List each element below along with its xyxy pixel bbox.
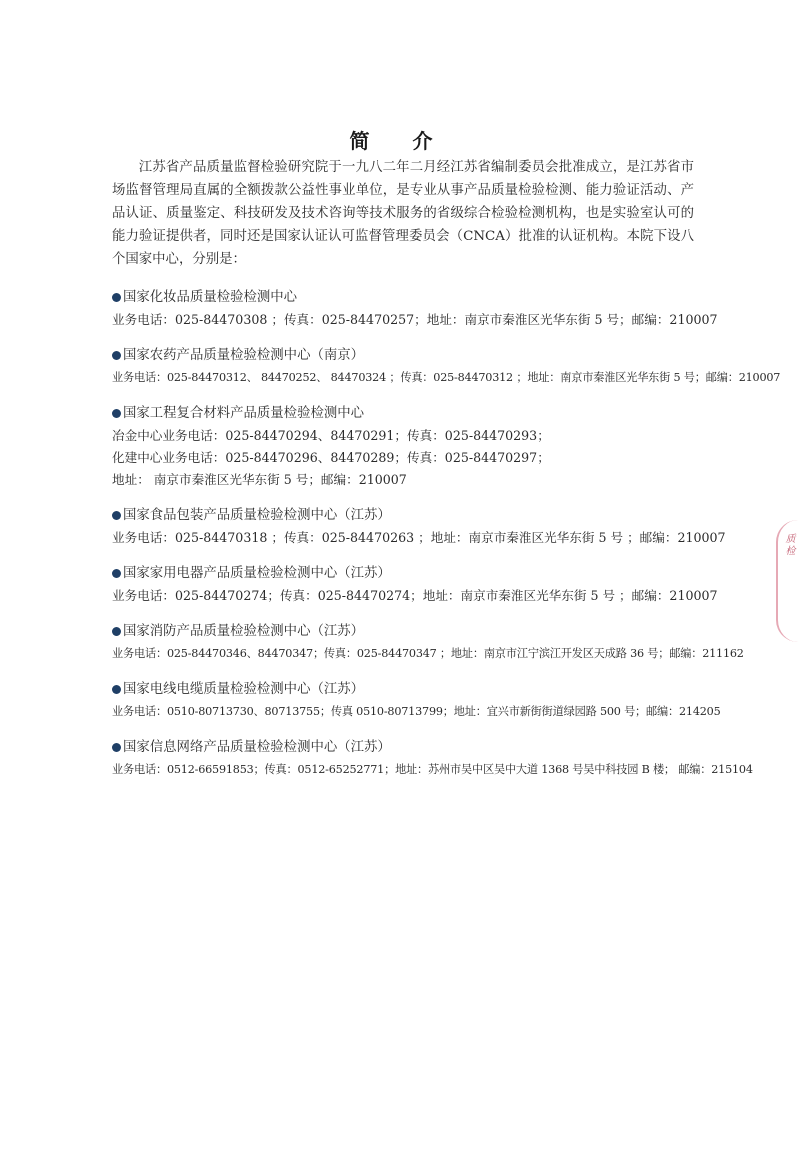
center-entry: [112, 736, 753, 781]
margin-tab-label: 质检: [783, 533, 794, 557]
center-entry: [112, 504, 726, 549]
bullet-icon: [112, 569, 121, 578]
center-entry: [112, 286, 718, 331]
center-name: 国家家用电器产品质量检验检测中心（江苏）: [112, 562, 712, 585]
center-entry: [112, 344, 781, 389]
center-contact-line: 业务电话：025-84470346、84470347；传真：025-84470347 ；地址：南京市江宁滨江开发区天成路 36 号；邮编：211162: [112, 647, 744, 660]
center-entry: [112, 402, 712, 491]
center-name: 国家消防产品质量检验检测中心（江苏）: [112, 620, 712, 643]
bullet-icon: [112, 627, 121, 636]
center-name: 国家信息网络产品质量检验检测中心（江苏）: [112, 736, 712, 759]
bullet-icon: [112, 351, 121, 360]
center-entry: [112, 562, 718, 607]
center-contact-line: 业务电话：025-84470274；传真：025-84470274；地址：南京市秦淮区光华东街 5 号 ；邮编：210007: [112, 588, 718, 603]
bullet-icon: [112, 511, 121, 520]
center-contact-line: 业务电话：025-84470318 ；传真：025-84470263 ；地址：南京市秦淮区光华东街 5 号 ；邮编：210007: [112, 530, 726, 545]
national-centers-list: [112, 286, 781, 794]
center-name: 国家农药产品质量检验检测中心（南京）: [112, 344, 712, 367]
center-entry: [112, 620, 744, 665]
bullet-icon: [112, 293, 121, 302]
center-entry: [112, 678, 721, 723]
center-contact-line: 业务电话：0512-66591853；传真：0512-65252771；地址：苏州市吴中区吴中大道 1368 号吴中科技园 B 楼； 邮编：215104: [112, 763, 753, 776]
intro-paragraph: 江苏省产品质量监督检验研究院于一九八二年二月经江苏省编制委员会批准成立，是江苏省市场监督管理局直属的全额拨款公益性事业单位，是专业从事产品质量检验检测、能力验证活动、产品认证、质量鉴定、科技研发及技术咨询等技术服务的省级综合检验检测机构，也是实验室认可的能力验证提供者，同时还是国家认证认可监督管理委员会（CNCA）批准的认证机构。本院下设八个国家中心，分别是：: [112, 160, 694, 267]
center-contact-line: 业务电话：025-84470312、 84470252、 84470324 ；传真：025-84470312 ；地址：南京市秦淮区光华东街 5 号；邮编：210007: [112, 371, 781, 384]
center-contact-line: 业务电话：025-84470308 ；传真：025-84470257；地址：南京市秦淮区光华东街 5 号；邮编：210007: [112, 312, 718, 327]
bullet-icon: [112, 685, 121, 694]
center-name: 国家电线电缆质量检验检测中心（江苏）: [112, 678, 712, 701]
page-title: 简 介: [349, 129, 451, 153]
center-name: 国家化妆品质量检验检测中心: [112, 286, 712, 309]
center-contact-line: 冶金中心业务电话：025-84470294、84470291；传真：025-84470293；: [112, 428, 550, 443]
center-contact-line: 业务电话：0510-80713730、80713755；传真 0510-80713799；地址：宜兴市新街街道绿园路 500 号；邮编：214205: [112, 705, 721, 718]
bullet-icon: [112, 409, 121, 418]
center-contact-line: 化建中心业务电话：025-84470296、84470289；传真：025-84470297；: [112, 450, 550, 465]
center-name: 国家工程复合材料产品质量检验检测中心: [112, 402, 712, 425]
center-contact-line: 地址： 南京市秦淮区光华东街 5 号；邮编：210007: [112, 472, 407, 487]
bullet-icon: [112, 743, 121, 752]
center-name: 国家食品包装产品质量检验检测中心（江苏）: [112, 504, 712, 527]
